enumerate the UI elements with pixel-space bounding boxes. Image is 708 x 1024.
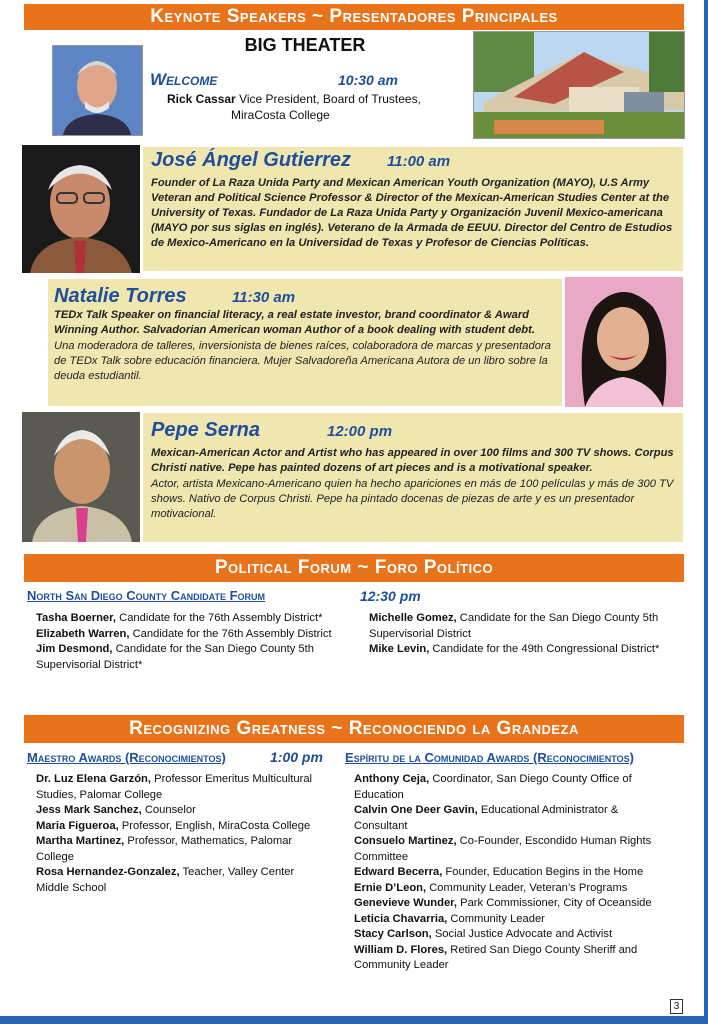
- venue-title: BIG THEATER: [244, 35, 366, 55]
- espiritu-list: [354, 772, 674, 974]
- welcome-text: [167, 91, 421, 123]
- list-item: Mike Levin, Candidate for the 49th Congressional District*: [369, 643, 660, 655]
- torres-desc: TEDx Talk Speaker on financial literacy, a real estate investor, brand coordinator & Award Winning Author. Salvadorian American woman Author of a book dealing with student debt.: [54, 309, 535, 336]
- welcome-name: Rick Cassar: [167, 92, 236, 106]
- list-item: Elizabeth Warren, Candidate for the 76th Assembly District: [36, 627, 332, 640]
- serna-desc: Mexican-American Actor and Artist who has appeared in over 100 films and 300 TV shows. Corpus Christi native. Pepe has painted dozens of art pieces and is a motivational speaker.: [151, 447, 674, 474]
- list-item: Dr. Luz Elena Garzón, Professor Emeritus Multicultural Studies, Palomar College: [36, 773, 313, 801]
- list-item: Stacy Carlson, Social Justice Advocate and Activist: [354, 928, 613, 940]
- list-item: Jim Desmond, Candidate for the San Diego County 5th Supervisorial District*: [36, 643, 314, 671]
- list-item: Genevieve Wunder, Park Commissioner, City of Oceanside: [354, 897, 652, 909]
- gutierrez-time: 11:00 am: [387, 153, 451, 170]
- maestro-title: Maestro Awards (Reconocimientos): [27, 750, 226, 765]
- greatness-banner-text: Recognizing Greatness ~ Reconociendo la Grandeza: [129, 718, 579, 739]
- rick-cassar-photo: [52, 45, 143, 136]
- list-item: Ernie D’Leon, Community Leader, Veteran’s Programs: [354, 881, 628, 894]
- forum-time: 12:30 pm: [360, 588, 421, 604]
- serna-desc-es: Actor, artista Mexicano-Americano quien ha hecho apariciones en más de 100 películas y más de 300 TV shows. Nativo de Corpus Christi. Pepe ha pintado docenas de piezas de arte y es un presentador motivacional.: [151, 478, 674, 520]
- jose-angel-gutierrez-photo: [22, 145, 140, 273]
- welcome-time: 10:30 am: [338, 72, 398, 88]
- maestro-time: 1:00 pm: [270, 749, 323, 765]
- forum-banner-text: Political Forum ~ Foro Político: [214, 557, 494, 578]
- torres-desc-es: Una moderadora de talleres, inversionista de bienes raíces, colaboradora de marcas y presentadora de TEDx Talk sobre educación financiera. Mujer Salvadoreña Americana Autora de un libro sobre la deuda estudiantil.: [54, 340, 551, 382]
- list-item: Rosa Hernandez-Gonzalez, Teacher, Valley Center Middle School: [36, 866, 295, 894]
- list-item: Leticia Chavarria, Community Leader: [354, 912, 545, 925]
- list-item: Anthony Ceja, Coordinator, San Diego County Office of Education: [354, 773, 632, 801]
- list-item: Martha Martinez, Professor, Mathematics, Palomar College: [36, 835, 293, 863]
- list-item: Consuelo Martinez, Co-Founder, Escondido Human Rights Committee: [354, 835, 652, 863]
- forum-banner: [24, 554, 684, 582]
- forum-right-list: [369, 611, 684, 658]
- list-item: William D. Flores, Retired San Diego County Sheriff and Community Leader: [354, 943, 638, 971]
- serna-time: 12:00 pm: [327, 423, 393, 440]
- gutierrez-name: José Ángel Gutierrez: [151, 149, 352, 171]
- natalie-torres-photo: [565, 277, 683, 407]
- list-item: Edward Becerra, Founder, Education Begins in the Home: [354, 866, 644, 878]
- torres-name: Natalie Torres: [54, 285, 187, 307]
- gutierrez-desc: Founder of La Raza Unida Party and Mexican American Youth Organization (MAYO), U.S Army Veteran and Political Science Professor & Director of the Mexican-American Studies Center at the University of Texas. Fundador de La Raza Unida Party y Organización Juvenil Mexico-americana (MAYO por sus siglas en inglés). Veterano de la Armada de EEUU. Director del Centro de Estudios de Mexico-Americano en la Universidad de Texas y Profesor de Ciencias Políticas.: [151, 177, 673, 249]
- gutierrez-card: [143, 147, 683, 271]
- torres-time: 11:30 am: [232, 289, 296, 306]
- keynote-banner-text: Keynote Speakers ~ Presentadores Principales: [150, 6, 558, 27]
- list-item: Tasha Boerner, Candidate for the 76th Assembly District*: [36, 612, 323, 624]
- serna-name: Pepe Serna: [151, 419, 260, 441]
- theater-photo: [473, 31, 685, 139]
- page-number: 3: [670, 999, 683, 1014]
- welcome-role2: MiraCosta College: [231, 108, 330, 122]
- list-item: Calvin One Deer Gavin, Educational Administrator & Consultant: [354, 804, 619, 832]
- forum-left-list: [36, 611, 354, 673]
- list-item: Maria Figueroa, Professor, English, MiraCosta College: [36, 819, 311, 832]
- list-item: Jess Mark Sanchez, Counselor: [36, 804, 196, 816]
- welcome-role: Vice President, Board of Trustees,: [239, 92, 421, 106]
- serna-card: [143, 413, 683, 542]
- greatness-banner: [24, 715, 684, 743]
- welcome-label: Welcome: [150, 70, 218, 89]
- welcome-block: [150, 70, 470, 90]
- bottom-bar: [0, 1016, 708, 1024]
- espiritu-title: Espíritu de la Comunidad Awards (Reconocimientos): [345, 750, 634, 765]
- keynote-banner: [24, 4, 684, 30]
- forum-title: North San Diego County Candidate Forum: [27, 588, 266, 603]
- maestro-list: [36, 772, 326, 896]
- pepe-serna-photo: [22, 412, 140, 542]
- list-item: Michelle Gomez, Candidate for the San Diego County 5th Supervisorial District: [369, 612, 659, 640]
- torres-card: [48, 279, 562, 406]
